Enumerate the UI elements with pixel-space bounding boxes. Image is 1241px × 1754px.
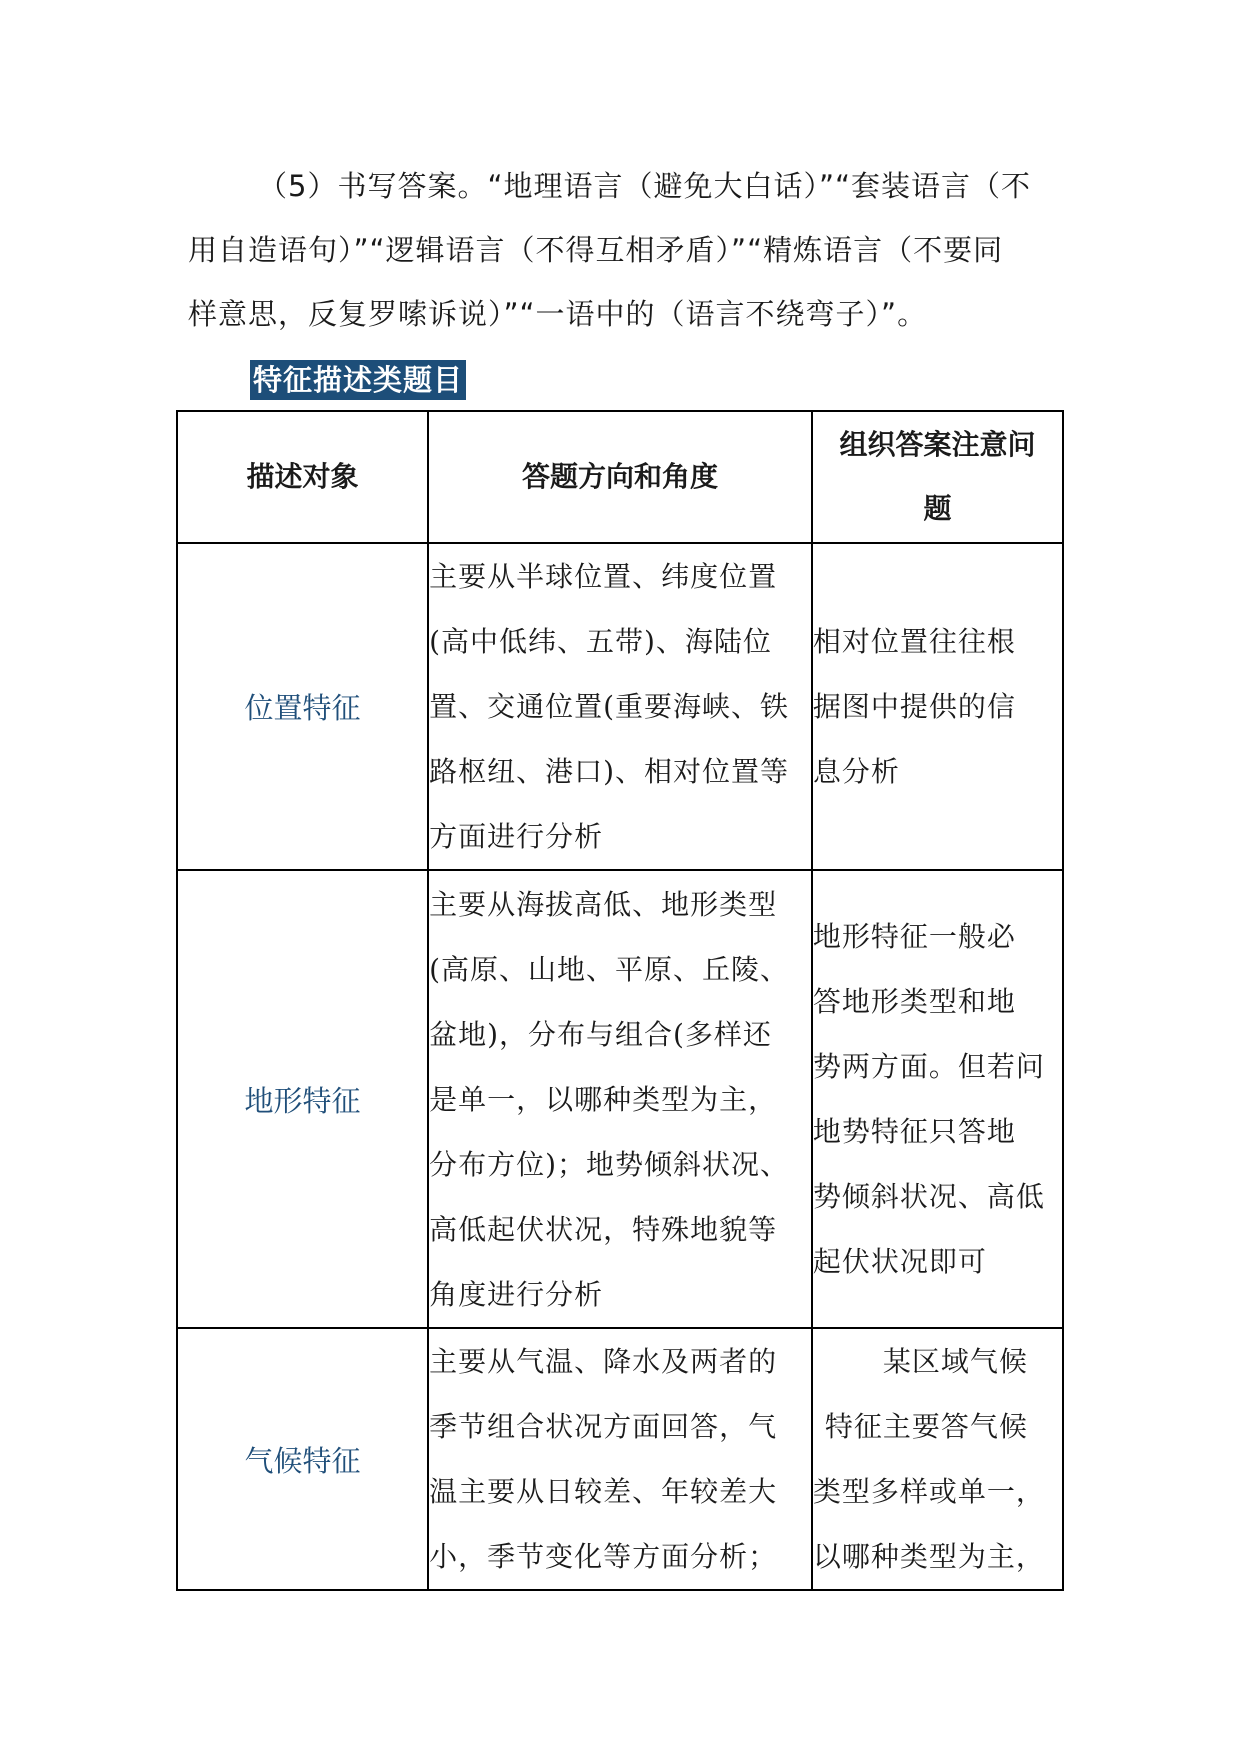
- note-line: 地势特征只答地: [812, 1115, 1016, 1148]
- row-object: 位置特征: [177, 543, 428, 870]
- header-direction: 答题方向和角度: [428, 411, 812, 543]
- feature-description-table: [176, 410, 1064, 1591]
- direction-line: 小，季节变化等方面分析；: [429, 1540, 778, 1573]
- direction-line: 盆地)，分布与组合(多样还: [429, 1017, 772, 1051]
- note-line: 某区域气候: [882, 1345, 1028, 1378]
- table-row: [177, 1328, 1063, 1590]
- note-line: 地形特征一般必: [812, 920, 1016, 953]
- row-direction: [428, 543, 812, 870]
- direction-line: 主要从半球位置、纬度位置: [429, 560, 778, 593]
- direction-line: (高原、山地、平原、丘陵、: [429, 952, 789, 986]
- header-note: [812, 411, 1063, 543]
- row-direction: [428, 1328, 812, 1590]
- header-note-line: 题: [923, 492, 952, 525]
- note-line: 相对位置往往根: [812, 625, 1016, 658]
- table-header-row: [177, 411, 1063, 543]
- row-object: 地形特征: [177, 870, 428, 1328]
- note-line: 据图中提供的信: [812, 690, 1016, 723]
- direction-line: 是单一，以哪种类型为主，: [429, 1082, 778, 1116]
- table-row: [177, 870, 1063, 1328]
- direction-line: 主要从海拔高低、地形类型: [429, 887, 778, 921]
- direction-line: 方面进行分析: [429, 820, 604, 853]
- direction-line: 高低起伏状况，特殊地貌等: [429, 1212, 778, 1246]
- section-heading: 特征描述类题目: [250, 360, 466, 400]
- row-note: [812, 1328, 1063, 1590]
- header-note-line: 组织答案注意问: [839, 428, 1036, 461]
- direction-line: 分布方位)；地势倾斜状况、: [429, 1147, 789, 1181]
- intro-paragraph: [188, 154, 1068, 346]
- direction-line: 角度进行分析: [429, 1277, 604, 1311]
- direction-line: (高中低纬、五带)、海陆位: [429, 625, 772, 658]
- direction-line: 路枢纽、港口)、相对位置等: [429, 755, 789, 788]
- note-line: 类型多样或单一，: [812, 1475, 1045, 1508]
- row-direction: [428, 870, 812, 1328]
- row-note: [812, 870, 1063, 1328]
- note-line: 答地形类型和地: [812, 985, 1016, 1018]
- direction-line: 置、交通位置(重要海峡、铁: [429, 690, 789, 723]
- note-line: 势两方面。但若问: [812, 1050, 1045, 1083]
- note-line: 息分析: [812, 755, 900, 788]
- direction-line: 季节组合状况方面回答，气: [429, 1410, 778, 1443]
- paragraph-line: （5）书写答案。“地理语言（避免大白话）”“套装语言（不: [258, 169, 1032, 203]
- note-line: 势倾斜状况、高低: [812, 1180, 1045, 1213]
- row-note: [812, 543, 1063, 870]
- paragraph-line: 样意思，反复罗嗦诉说）”“一语中的（语言不绕弯子）”。: [188, 297, 928, 331]
- direction-line: 主要从气温、降水及两者的: [429, 1345, 778, 1378]
- note-line: 以哪种类型为主，: [812, 1540, 1045, 1573]
- header-object: 描述对象: [177, 411, 428, 543]
- note-line: 起伏状况即可: [812, 1245, 987, 1278]
- table-row: [177, 543, 1063, 870]
- row-object: 气候特征: [177, 1328, 428, 1590]
- direction-line: 温主要从日较差、年较差大: [429, 1475, 778, 1508]
- note-line: 特征主要答气候: [824, 1410, 1028, 1443]
- paragraph-line: 用自造语句）”“逻辑语言（不得互相矛盾）”“精炼语言（不要同: [188, 233, 1004, 267]
